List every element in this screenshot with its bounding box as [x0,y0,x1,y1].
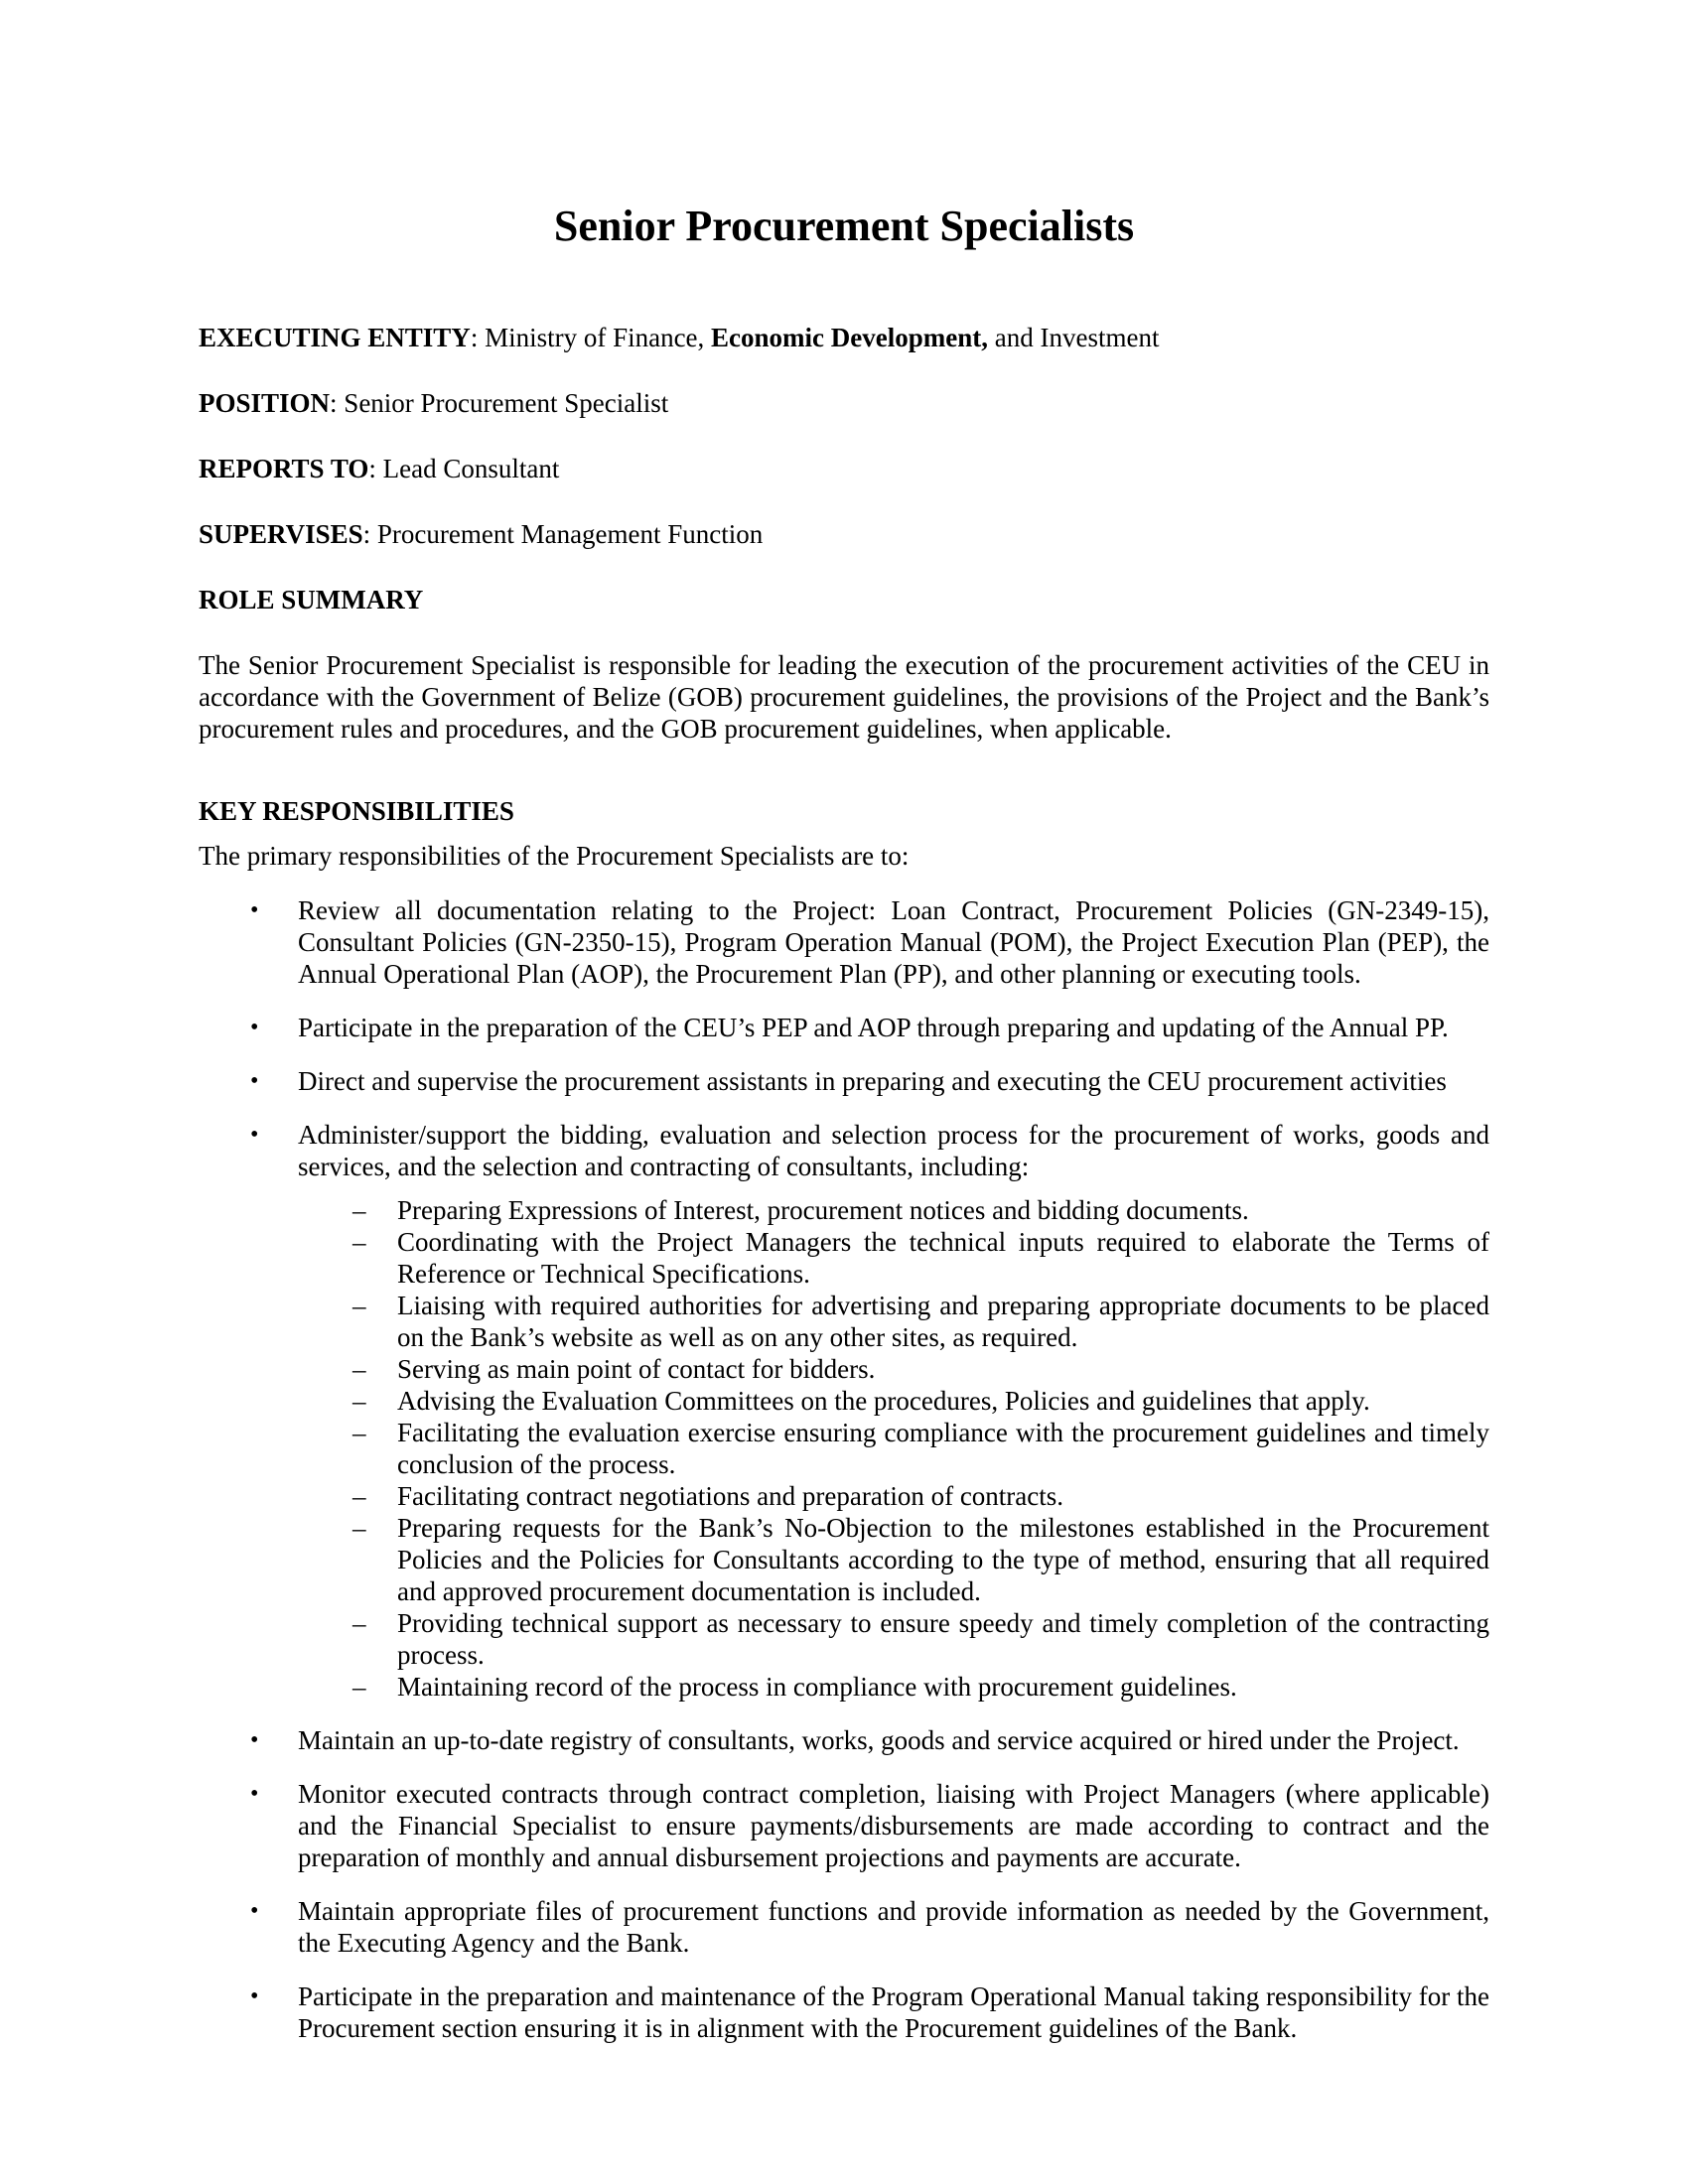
meta-position [199,387,1489,419]
list-item-text: Monitor executed contracts through contract completion, liaising with Project Managers (where applicable) and the Financial Specialist to ensure payments/disbursements are made according to contract and the preparation of monthly and annual disbursement projections and payments are accurate. [298,1779,1489,1872]
sub-list-item [298,1512,1489,1607]
responsibilities-sub-list [298,1194,1489,1703]
meta-value: : Senior Procurement Specialist [330,388,669,418]
sub-list-item [298,1607,1489,1671]
dash-icon: – [352,1291,366,1320]
sub-list-item-text: Coordinating with the Project Managers the technical inputs required to elaborate the Terms of Reference or Technical Specifications. [397,1227,1489,1289]
meta-label: POSITION [199,388,331,418]
page-title: Senior Procurement Specialists [553,202,1135,250]
list-item-text: Maintain appropriate files of procurement functions and provide information as needed by the Government, the Executing Agency and the Bank. [298,1896,1489,1958]
sub-list-item [298,1226,1489,1290]
list-item [199,1778,1489,1873]
sub-list-item-text: Preparing Expressions of Interest, procurement notices and bidding documents. [397,1195,1249,1225]
bullet-icon: • [250,1015,259,1040]
role-summary-heading: ROLE SUMMARY [199,585,424,614]
meta-executing-entity [199,322,1489,353]
sub-list-item [298,1385,1489,1417]
dash-icon: – [352,1354,366,1384]
list-item-text: Participate in the preparation and maintenance of the Program Operational Manual taking responsibility for the Procurement section ensuring it is in alignment with the Procurement guidelines of the Bank. [298,1981,1489,2043]
list-item-text: Maintain an up-to-date registry of consultants, works, goods and service acquired or hired under the Project. [298,1725,1460,1755]
list-item-text: Review all documentation relating to the Project: Loan Contract, Procurement Policies (GN-2349-15), Consultant Policies (GN-2350-15), Program Operation Manual (POM), the Project Execution Plan (PEP), the Annual Operational Plan (AOP), the Procurement Plan (PP), and other planning or executing tools. [298,895,1489,989]
sub-list-item [298,1290,1489,1353]
dash-icon: – [352,1418,366,1447]
list-item-text: Direct and supervise the procurement assistants in preparing and executing the CEU procurement activities [298,1066,1447,1096]
key-responsibilities-heading: KEY RESPONSIBILITIES [199,796,514,826]
bullet-icon: • [250,1781,259,1807]
bullet-icon: • [250,1898,259,1924]
meta-value: : Lead Consultant [368,454,560,483]
sub-list-item-text: Serving as main point of contact for bidders. [397,1354,876,1384]
dash-icon: – [352,1608,366,1638]
meta-value: : Procurement Management Function [362,519,764,549]
sub-list-item-text: Liaising with required authorities for advertising and preparing appropriate documents to be placed on the Bank’s website as well as on any other sites, as required. [397,1291,1489,1352]
meta-supervises [199,518,1489,550]
list-item [199,1895,1489,1959]
dash-icon: – [352,1195,366,1225]
sub-list-item [298,1353,1489,1385]
responsibilities-intro: The primary responsibilities of the Procurement Specialists are to: [199,841,910,871]
responsibilities-list [199,894,1489,2044]
meta-label: EXECUTING ENTITY [199,323,471,352]
sub-list-item-text: Preparing requests for the Bank’s No-Objection to the milestones established in the Procurement Policies and the Policies for Consultants according to the type of method, ensuring that all required and approved procurement documentation is included. [397,1513,1489,1606]
list-item-text: Participate in the preparation of the CEU’s PEP and AOP through preparing and updating of the Annual PP. [298,1013,1449,1042]
sub-list-item-text: Facilitating the evaluation exercise ensuring compliance with the procurement guidelines and timely conclusion of the process. [397,1418,1489,1479]
dash-icon: – [352,1513,366,1543]
bullet-icon: • [250,1983,259,2009]
list-item-text: Administer/support the bidding, evaluation and selection process for the procurement of works, goods and services, and the selection and contracting of consultants, including: [298,1120,1489,1181]
meta-value: and Investment [988,323,1160,352]
role-summary-paragraph: The Senior Procurement Specialist is responsible for leading the execution of the procurement activities of the CEU in accordance with the Government of Belize (GOB) procurement guidelines, the provisions of the Project and the Bank’s procurement rules and procedures, and the GOB procurement guidelines, when applicable. [199,650,1489,744]
dash-icon: – [352,1672,366,1702]
sub-list-item [298,1417,1489,1480]
list-item [199,1980,1489,2044]
dash-icon: – [352,1481,366,1511]
dash-icon: – [352,1227,366,1257]
dash-icon: – [352,1386,366,1416]
sub-list-item-text: Providing technical support as necessary to ensure speedy and timely completion of the contracting process. [397,1608,1489,1670]
list-item [199,1119,1489,1703]
meta-value-bold: Economic Development, [711,323,988,352]
sub-list-item [298,1194,1489,1226]
sub-list-item-text: Facilitating contract negotiations and preparation of contracts. [397,1481,1064,1511]
meta-value: : Ministry of Finance, [470,323,712,352]
meta-label: REPORTS TO [199,454,369,483]
meta-label: SUPERVISES [199,519,363,549]
bullet-icon: • [250,1068,259,1094]
bullet-icon: • [250,1727,259,1753]
list-item [199,1065,1489,1097]
sub-list-item-text: Maintaining record of the process in compliance with procurement guidelines. [397,1672,1237,1702]
bullet-icon: • [250,897,259,923]
sub-list-item [298,1480,1489,1512]
list-item [199,1012,1489,1043]
list-item [199,894,1489,990]
list-item [199,1724,1489,1756]
sub-list-item-text: Advising the Evaluation Committees on the procedures, Policies and guidelines that apply. [397,1386,1370,1416]
meta-reports-to [199,453,1489,484]
bullet-icon: • [250,1122,259,1148]
sub-list-item [298,1671,1489,1703]
